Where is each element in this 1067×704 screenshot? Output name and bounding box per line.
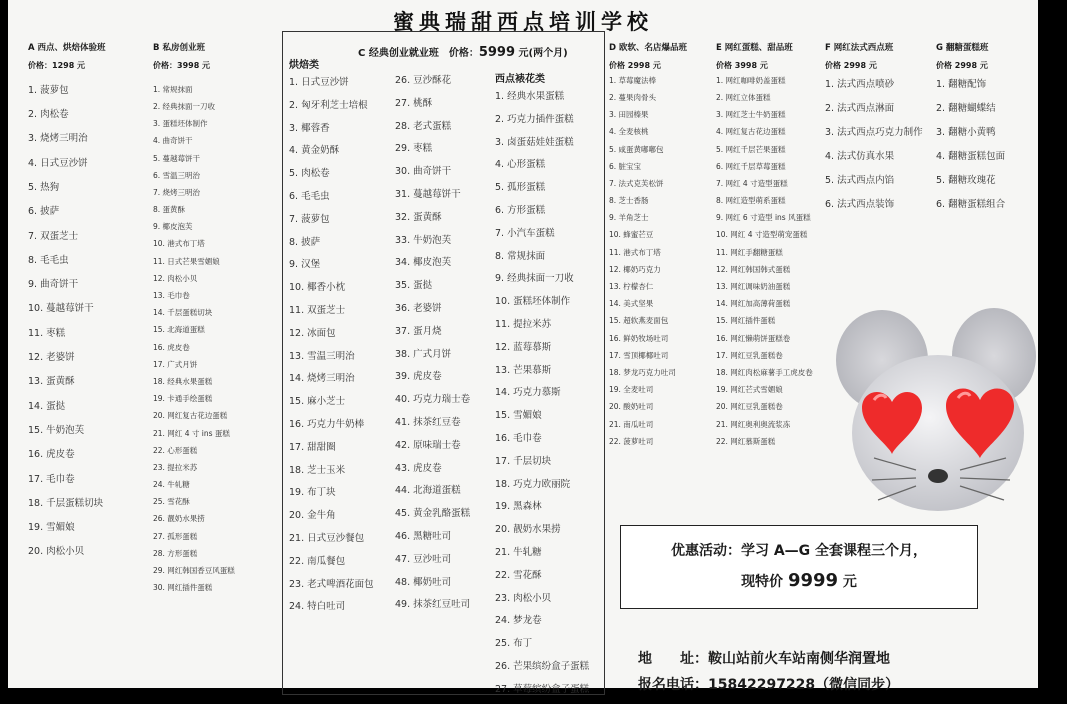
list-item: 13. 蛋黄酥 (28, 376, 75, 388)
list-item: 22. 网红慕斯蛋糕 (716, 436, 776, 446)
course-b-price: 价格：3998 元 (153, 61, 211, 71)
course-d-list (609, 76, 713, 454)
list-item: 14. 蛋挞 (28, 400, 66, 412)
list-item: 21. 网红奥利奥流浆冻 (716, 419, 791, 429)
list-item: 16. 虎皮卷 (153, 342, 190, 352)
list-item: 49. 抹茶红豆吐司 (395, 599, 471, 611)
list-item: 47. 豆沙吐司 (395, 553, 452, 565)
course-c-box (282, 31, 605, 695)
list-item: 34. 椰皮泡芙 (395, 257, 452, 269)
list-item: 1. 法式西点喷砂 (825, 78, 895, 90)
list-item: 2. 经典抹面一刀收 (153, 101, 216, 111)
list-item: 10. 网红 4 寸造型萌宠蛋糕 (716, 230, 808, 240)
list-item: 27. 桃酥 (395, 97, 433, 109)
course-e-column (716, 43, 824, 454)
list-item: 2. 巧克力插件蛋糕 (495, 113, 574, 125)
list-item: 23. 提拉米苏 (153, 462, 198, 472)
list-item: 20. 酸奶吐司 (609, 402, 654, 412)
list-item: 44. 北海道蛋糕 (395, 485, 461, 497)
list-item: 22. 心形蛋糕 (153, 445, 198, 455)
list-item: 11. 网红手翻糖蛋糕 (716, 247, 783, 257)
list-item: 26. 芒果缤纷盒子蛋糕 (495, 660, 590, 672)
list-item: 17. 雪顶椰椰吐司 (609, 350, 669, 360)
list-item: 13. 柠檬杏仁 (609, 282, 654, 292)
list-item: 26. 靓奶水果捞 (153, 514, 205, 524)
course-c-duration: 元(两个月) (515, 48, 568, 59)
list-item: 3. 田园榛果 (609, 110, 649, 120)
list-item: 2. 蔓果肉骨头 (609, 92, 657, 102)
list-item: 3. 蛋糕坯体制作 (153, 119, 208, 129)
list-item: 46. 黑糖吐司 (395, 530, 452, 542)
list-item: 10. 港式布丁塔 (153, 239, 205, 249)
list-item: 16. 毛巾卷 (495, 432, 542, 444)
course-f-price: 价格 2998 元 (825, 61, 877, 71)
list-item: 6. 网红千层草莓蛋糕 (716, 161, 786, 171)
course-c-baking-list (289, 74, 389, 621)
mouse-mascot-icon (834, 298, 1038, 518)
list-item: 14. 烧烤三明治 (289, 373, 355, 385)
course-e-heading: E 网红蛋糕、甜品班 (716, 43, 793, 53)
course-a-list (28, 85, 148, 571)
list-item: 9. 网红 6 寸造型 ins 风蛋糕 (716, 213, 811, 223)
promotion-price-unit: 元 (838, 574, 857, 590)
list-item: 17. 毛巾卷 (28, 473, 75, 485)
list-item: 7. 菠萝包 (289, 213, 330, 225)
list-item: 39. 虎皮卷 (395, 371, 442, 383)
list-item: 18. 千层蛋糕切块 (28, 497, 104, 509)
list-item: 14. 美式坚果 (609, 299, 654, 309)
list-item: 3. 卤蛋菇娃娃蛋糕 (495, 136, 574, 148)
list-item: 7. 法式克芙松饼 (609, 178, 664, 188)
list-item: 4. 网红复古花边蛋糕 (716, 127, 786, 137)
address-line: 地 址：鞍山站前火车站南侧华润置地 (638, 651, 890, 667)
list-item: 40. 巧克力瑞士卷 (395, 394, 471, 406)
list-item: 13. 毛巾卷 (153, 291, 190, 301)
list-item: 19. 全麦吐司 (609, 385, 654, 395)
list-item: 25. 布丁 (495, 638, 533, 650)
list-item: 33. 牛奶泡芙 (395, 234, 452, 246)
list-item: 15. 麻小芝士 (289, 396, 346, 408)
course-b-column (153, 43, 278, 600)
list-item: 4. 黄金奶酥 (289, 145, 340, 157)
list-item: 5. 热狗 (28, 181, 60, 193)
list-item: 8. 蛋黄酥 (153, 205, 186, 215)
list-item: 43. 虎皮卷 (395, 462, 442, 474)
list-item: 4. 心形蛋糕 (495, 159, 546, 171)
list-item: 12. 椰奶巧克力 (609, 264, 661, 274)
list-item: 10. 蔓越莓饼干 (28, 303, 94, 315)
promotion-box (620, 525, 978, 609)
course-d-column (609, 43, 713, 454)
list-item: 21. 网红 4 寸 ins 蛋糕 (153, 428, 230, 438)
course-c-heading-label: C 经典创业就业班 价格： (358, 48, 479, 59)
phone-line: 报名电话：15842297228（微信同步） (638, 677, 900, 693)
list-item: 20. 肉松小贝 (28, 546, 85, 558)
course-c-pastry-list (395, 72, 491, 619)
course-e-list (716, 76, 824, 454)
list-item: 5. 网红千层芒果蛋糕 (716, 144, 786, 154)
list-item: 4. 曲奇饼干 (153, 136, 193, 146)
course-d-heading: D 欧软、名店爆品班 (609, 43, 688, 53)
list-item: 12. 肉松小贝 (153, 273, 198, 283)
list-item: 1. 草莓魔法棒 (609, 75, 657, 85)
list-item: 6. 翻糖蛋糕组合 (936, 198, 1006, 210)
list-item: 27. 孤形蛋糕 (153, 531, 198, 541)
list-item: 6. 披萨 (28, 206, 60, 218)
course-g-price: 价格 2998 元 (936, 61, 988, 71)
list-item: 12. 蓝莓慕斯 (495, 341, 552, 353)
list-item: 16. 虎皮卷 (28, 449, 75, 461)
list-item: 48. 椰奶吐司 (395, 576, 452, 588)
list-item: 2. 法式西点淋面 (825, 102, 895, 114)
list-item: 15. 网红插件蛋糕 (716, 316, 776, 326)
list-item: 31. 蔓越莓饼干 (395, 188, 461, 200)
list-item: 20. 金牛角 (289, 510, 336, 522)
list-item: 1. 经典水果蛋糕 (495, 91, 565, 102)
course-c-decor-column (495, 70, 603, 704)
list-item: 28. 方形蛋糕 (153, 548, 198, 558)
list-item: 45. 黄金乳酪蛋糕 (395, 508, 471, 520)
course-a-column (28, 43, 148, 571)
list-item: 13. 网红调味奶油蛋糕 (716, 282, 791, 292)
list-item: 11. 日式芒果雪媚娘 (153, 256, 220, 266)
course-b-list (153, 85, 278, 601)
list-item: 11. 港式布丁塔 (609, 247, 661, 257)
list-item: 11. 枣糕 (28, 327, 66, 339)
course-c-pastry-column (395, 72, 491, 619)
list-item: 8. 毛毛虫 (28, 254, 69, 266)
list-item: 10. 椰香小枕 (289, 282, 346, 294)
list-item: 19. 布丁块 (289, 487, 336, 499)
list-item: 14. 巧克力慕斯 (495, 387, 561, 399)
list-item: 36. 老婆饼 (395, 302, 442, 314)
list-item: 6. 毛毛虫 (289, 190, 330, 202)
list-item: 9. 汉堡 (289, 259, 321, 271)
list-item: 1. 菠萝包 (28, 84, 69, 96)
list-item: 17. 网红豆乳蛋糕卷 (716, 350, 783, 360)
list-item: 3. 烧烤三明治 (28, 133, 88, 145)
list-item: 6. 雪温三明治 (153, 170, 201, 180)
list-item: 18. 梦龙巧克力吐司 (609, 367, 676, 377)
list-item: 20. 网红豆乳蛋糕卷 (716, 402, 783, 412)
list-item: 6. 方形蛋糕 (495, 204, 546, 216)
list-item: 30. 网红插件蛋糕 (153, 583, 213, 593)
list-item: 19. 黑森林 (495, 501, 542, 513)
list-item: 17. 甜甜圈 (289, 441, 336, 453)
list-item: 27. 草莓缤纷盒子蛋糕 (495, 683, 590, 695)
list-item: 9. 椰皮泡芙 (153, 222, 193, 232)
list-item: 12. 网红韩国韩式蛋糕 (716, 264, 791, 274)
list-item: 5. 蔓越莓饼干 (153, 153, 201, 163)
list-item: 1. 网红咖啡奶盖蛋糕 (716, 75, 786, 85)
course-c-heading (358, 44, 568, 60)
list-item: 7. 双蛋芝士 (28, 230, 79, 242)
list-item: 22. 菠萝吐司 (609, 436, 654, 446)
list-item: 7. 小汽车蛋糕 (495, 227, 555, 239)
list-item: 30. 曲奇饼干 (395, 166, 452, 178)
list-item: 38. 广式月饼 (395, 348, 452, 360)
list-item: 17. 广式月饼 (153, 359, 198, 369)
course-c-decor-list (495, 88, 603, 704)
list-item: 6. 脏宝宝 (609, 161, 642, 171)
promotion-price: 9999 (787, 570, 839, 591)
list-item: 9. 经典抹面一刀收 (495, 273, 574, 285)
list-item: 2. 肉松卷 (28, 109, 69, 121)
list-item: 7. 烧烤三明治 (153, 187, 201, 197)
school-title: 蜜典瑞甜西点培训学校 (393, 10, 653, 34)
course-a-heading: A 西点、烘焙体验班 (28, 43, 106, 53)
list-item: 19. 网红芒式雪媚娘 (716, 385, 783, 395)
list-item: 19. 雪媚娘 (28, 522, 75, 534)
list-item: 32. 蛋黄酥 (395, 211, 442, 223)
list-item: 29. 枣糕 (395, 143, 433, 155)
list-item: 8. 披萨 (289, 236, 321, 248)
list-item: 11. 双蛋芝士 (289, 304, 346, 316)
promotion-price-label: 现特价 (741, 574, 788, 590)
list-item: 22. 南瓜餐包 (289, 555, 346, 567)
list-item: 37. 蛋月烧 (395, 325, 442, 337)
list-item: 10. 蜂蜜芒豆 (609, 230, 654, 240)
list-item: 12. 老婆饼 (28, 352, 75, 364)
list-item: 24. 特白吐司 (289, 601, 346, 613)
list-item: 21. 牛轧糖 (495, 546, 542, 558)
list-item: 23. 肉松小贝 (495, 592, 552, 604)
list-item: 3. 法式西点巧克力制作 (825, 126, 923, 138)
list-item: 24. 牛轧糖 (153, 480, 190, 490)
list-item: 4. 法式仿真水果 (825, 150, 895, 162)
list-item: 4. 日式豆沙饼 (28, 157, 88, 169)
list-item: 4. 全麦核桃 (609, 127, 649, 137)
promotion-line1: 优惠活动：学习 A—G 全套课程三个月， (670, 543, 928, 559)
list-item: 9. 曲奇饼干 (28, 279, 79, 291)
promotion-line2 (621, 570, 977, 591)
list-item: 5. 咸蛋黄嘟嘟包 (609, 144, 664, 154)
list-item: 6. 法式西点装饰 (825, 198, 895, 210)
list-item: 3. 网红芝士牛奶蛋糕 (716, 110, 786, 120)
list-item: 5. 孤形蛋糕 (495, 182, 546, 194)
course-c-decor-title: 西点裱花类 (495, 74, 545, 85)
list-item: 14. 千层蛋糕切块 (153, 308, 213, 318)
course-b-heading: B 私房创业班 (153, 43, 205, 53)
list-item: 13. 芒果慕斯 (495, 364, 552, 376)
course-c-price: 5999 (478, 45, 516, 60)
list-item: 4. 翻糖蛋糕包面 (936, 150, 1006, 162)
list-item: 18. 网红肉松麻薯手工虎皮卷 (716, 367, 813, 377)
list-item: 19. 卡通手绘蛋糕 (153, 394, 213, 404)
list-item: 16. 巧克力牛奶棒 (289, 418, 365, 430)
course-d-price: 价格 2998 元 (609, 61, 661, 71)
list-item: 1. 日式豆沙饼 (289, 77, 349, 88)
list-item: 24. 梦龙卷 (495, 615, 542, 627)
list-item: 17. 千层切块 (495, 455, 552, 467)
course-e-price: 价格 3998 元 (716, 61, 768, 71)
list-item: 9. 羊角芝士 (609, 213, 649, 223)
list-item: 21. 日式豆沙餐包 (289, 532, 365, 544)
list-item: 2. 翻糖蝴蝶结 (936, 102, 996, 114)
list-item: 41. 抹茶红豆卷 (395, 416, 461, 428)
list-item: 5. 肉松卷 (289, 168, 330, 180)
course-g-list (936, 79, 1034, 223)
list-item: 2. 匈牙利芝士培根 (289, 99, 368, 111)
list-item: 35. 蛋挞 (395, 280, 433, 292)
list-item: 16. 网红懒萌饼蛋糕卷 (716, 333, 791, 343)
list-item: 10. 蛋糕坯体制作 (495, 296, 571, 308)
course-a-price: 价格：1298 元 (28, 61, 86, 71)
list-item: 18. 巧克力欧丽院 (495, 478, 571, 490)
list-item: 29. 网红韩国香豆风蛋糕 (153, 566, 235, 576)
course-g-column (936, 43, 1034, 223)
list-item: 14. 网红加高薄荷蛋糕 (716, 299, 791, 309)
list-item: 26. 豆沙酥花 (395, 75, 452, 86)
list-item: 18. 经典水果蛋糕 (153, 376, 213, 386)
list-item: 16. 鲜奶牧场吐司 (609, 333, 669, 343)
course-c-baking-column (289, 56, 389, 621)
list-item: 15. 雪媚娘 (495, 410, 542, 422)
list-item: 15. 北海道蛋糕 (153, 325, 205, 335)
list-item: 25. 雪花酥 (153, 497, 190, 507)
list-item: 20. 靓奶水果捞 (495, 524, 561, 536)
list-item: 8. 常规抹面 (495, 250, 546, 262)
course-flyer (8, 0, 1038, 695)
course-f-list (825, 79, 935, 223)
list-item: 21. 南瓜吐司 (609, 419, 654, 429)
course-g-heading: G 翻糖蛋糕班 (936, 43, 989, 53)
list-item: 7. 网红 4 寸造型蛋糕 (716, 178, 788, 188)
list-item: 1. 常规抹面 (153, 84, 193, 94)
list-item: 18. 芝士玉米 (289, 464, 346, 476)
list-item: 42. 原味瑞士卷 (395, 439, 461, 451)
list-item: 5. 法式西点内馅 (825, 174, 895, 186)
list-item: 1. 翻糖配饰 (936, 78, 987, 90)
list-item: 8. 网红造型萌系蛋糕 (716, 196, 786, 206)
list-item: 11. 提拉米苏 (495, 318, 552, 330)
list-item: 28. 老式蛋糕 (395, 120, 452, 132)
course-c-baking-title: 烘焙类 (289, 60, 319, 71)
list-item: 15. 超软燕麦面包 (609, 316, 669, 326)
list-item: 3. 翻糖小黄鸭 (936, 126, 996, 138)
list-item: 13. 雪温三明治 (289, 350, 355, 362)
list-item: 20. 网红复古花边蛋糕 (153, 411, 228, 421)
list-item: 8. 芝士香肠 (609, 196, 649, 206)
course-f-column (825, 43, 935, 223)
list-item: 12. 冰面包 (289, 327, 336, 339)
course-f-heading: F 网红法式西点班 (825, 43, 894, 53)
list-item: 3. 椰蓉香 (289, 122, 330, 134)
list-item: 2. 网红立体蛋糕 (716, 92, 771, 102)
mascot-nose (928, 469, 948, 483)
list-item: 22. 雪花酥 (495, 569, 542, 581)
list-item: 5. 翻糖玫瑰花 (936, 174, 996, 186)
list-item: 23. 老式啤酒花面包 (289, 578, 374, 590)
list-item: 15. 牛奶泡芙 (28, 424, 85, 436)
